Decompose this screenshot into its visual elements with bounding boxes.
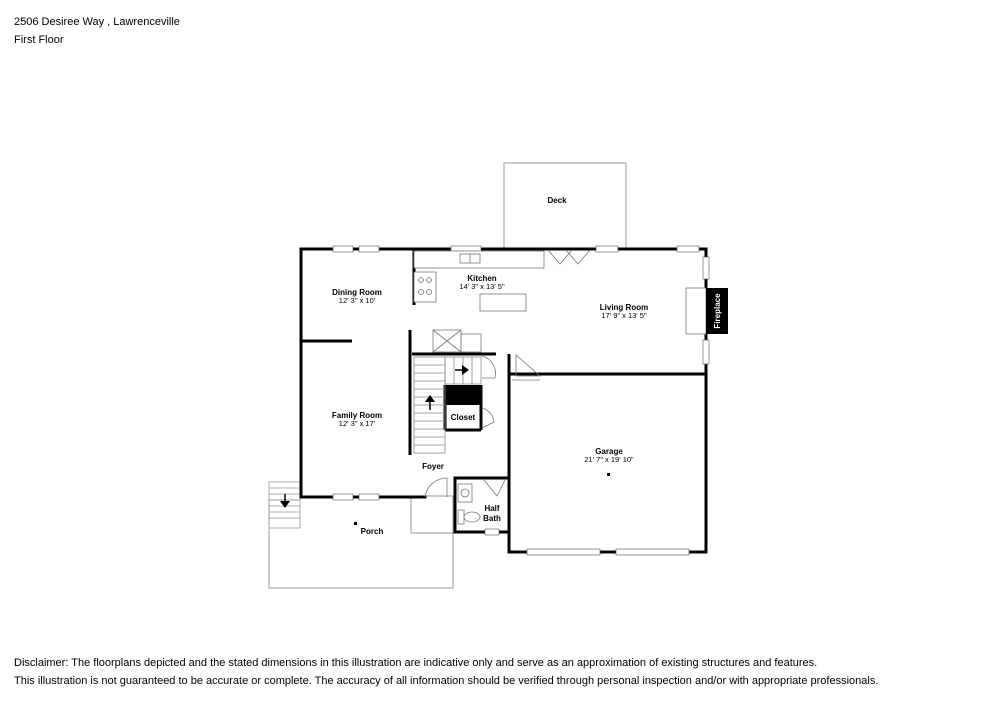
half-bath-fixtures bbox=[458, 484, 480, 524]
family-room-label: Family Room bbox=[331, 411, 383, 420]
garage-label: Garage bbox=[595, 447, 623, 456]
porch-label: Porch bbox=[360, 527, 384, 536]
half-bath-label-line2: Bath bbox=[483, 514, 501, 523]
kitchen-label: Kitchen bbox=[467, 274, 497, 283]
kitchen-fixtures bbox=[414, 251, 544, 352]
garage-dims: 21' 7" x 19' 10" bbox=[584, 455, 634, 464]
disclaimer-line-2: This illustration is not guaranteed to be accurate or complete. The accuracy of all information should be verified through personal inspection and/or with appropriate professionals. bbox=[14, 675, 879, 687]
hearth bbox=[686, 288, 706, 334]
deck-outline bbox=[504, 163, 626, 250]
right-arrow-icon bbox=[455, 365, 469, 375]
foyer-label: Foyer bbox=[422, 462, 444, 471]
family-room-dims: 12' 3" x 17' bbox=[338, 419, 376, 428]
garage-marker bbox=[607, 473, 610, 476]
porch-step bbox=[411, 496, 453, 533]
half-bath-label-line1: Half bbox=[484, 504, 500, 513]
porch-marker bbox=[354, 522, 357, 525]
stair-void bbox=[446, 385, 480, 405]
living-room-label: Living Room bbox=[599, 303, 649, 312]
closet-label: Closet bbox=[450, 413, 476, 422]
fireplace-label: Fireplace bbox=[713, 293, 722, 329]
living-room-dims: 17' 9" x 13' 5" bbox=[601, 311, 647, 320]
dining-room-label: Dining Room bbox=[332, 288, 382, 297]
deck-label: Deck bbox=[547, 196, 567, 205]
floor-label: First Floor bbox=[14, 34, 64, 46]
porch-outline bbox=[269, 498, 453, 588]
address-text: 2506 Desiree Way , Lawrenceville bbox=[14, 16, 180, 28]
disclaimer-line-1: Disclaimer: The floorplans depicted and the stated dimensions in this illustration are indicative only and serve as an approximation of existing structures and features. bbox=[14, 657, 818, 669]
windows bbox=[333, 246, 709, 555]
dining-room-dims: 12' 3" x 10' bbox=[338, 296, 376, 305]
kitchen-dims: 14' 3" x 13' 5" bbox=[459, 282, 505, 291]
